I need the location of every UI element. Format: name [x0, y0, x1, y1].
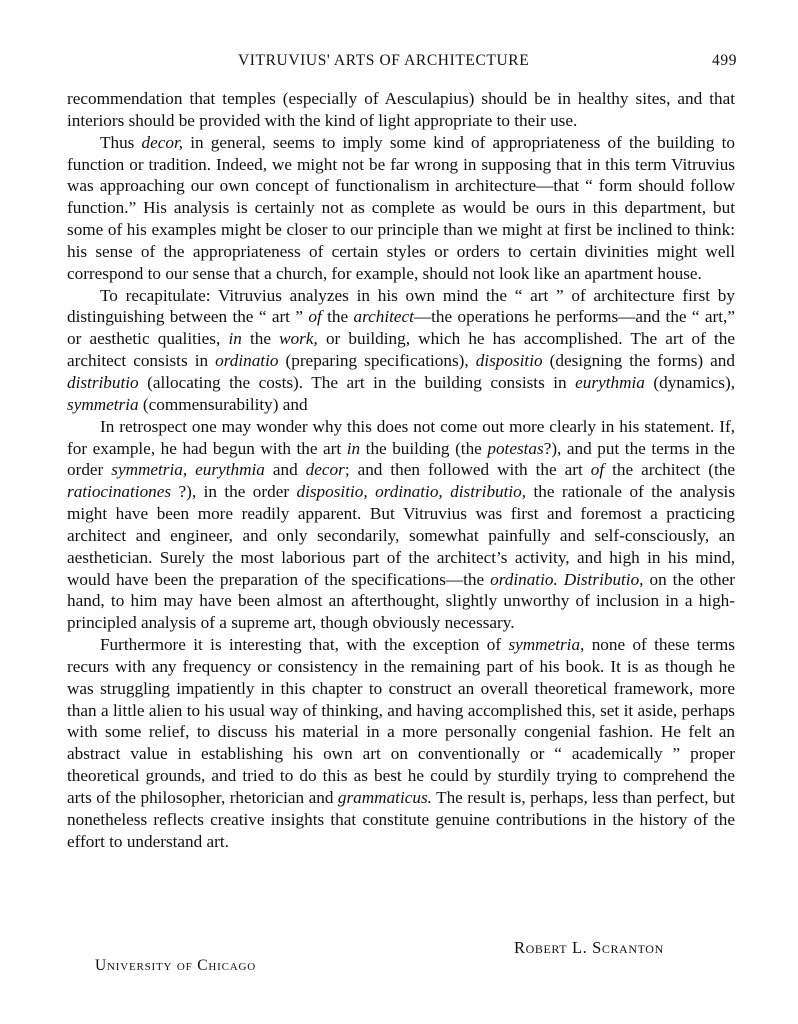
- page-number: 499: [712, 52, 738, 69]
- paragraph-retrospect: In retrospect one may wonder why this does not come out more clearly in his statement. If, for example, he had begun with the art in the building (the potestas?), and put the terms in the order symmetria, eurythmia and decor; and then followed with the art of the architect (the ratiocinationes ?), in the order dispositio, ordinatio, distributio, the rationale of the analysis might have been more readily apparent. But Vitruvius was first and foremost a practicing architect and engineer, and only secondarily, somewhat painfully and self-consciously, an aesthetician. Surely the most laborious part of the architect’s activity, and high in his mind, would have been the preparation of the specifications—the ordinatio. Distributio, on the other hand, to him may have been almost an afterthought, slightly unworthy of inclusion in a high-principled analysis of a supreme art, though obviously necessary.: [67, 416, 736, 633]
- author-affiliation: University of Chicago: [95, 957, 256, 974]
- running-head: [0, 52, 798, 72]
- running-title: VITRUVIUS' ARTS OF ARCHITECTURE: [238, 52, 530, 69]
- paragraph-decor: Thus decor, in general, seems to imply some kind of appropriateness of the building to function or tradition. Indeed, we might not be far wrong in supposing that in this term Vitruvius was approaching our own concept of functionalism in architecture—that “ form should follow function.” His analysis is certainly not as complete as would be ours in this department, but some of his examples might be closer to our principle than we might at first be inclined to think: his sense of the appropriateness of certain styles or orders to certain divinities might well correspond to our sense that a church, for example, should not look like an apartment house.: [67, 132, 735, 283]
- paragraph-furthermore: Furthermore it is interesting that, with the exception of symmetria, none of these terms recurs with any frequency or consistency in the remaining part of his book. It is as though he was struggling impatiently in this chapter to construct an overall theoretical framework, more than a little alien to his usual way of thinking, and having accomplished this, set it aside, perhaps with some relief, to discuss his material in a more personally congenial fashion. He felt an abstract value in establishing his own art on conventionally or “ academically ” proper theoretical grounds, and tried to do this as best he could by sturdily trying to comprehend the arts of the philosopher, rhetorician and grammaticus. The result is, perhaps, less than perfect, but nonetheless reflects creative insights that constitute genuine contributions in the history of the effort to understand art.: [67, 635, 735, 851]
- paragraph-recapitulate: To recapitulate: Vitruvius analyzes in his own mind the “ art ” of architecture first by distinguishing between the “ art ” of the architect—the operations he performs—and the “ art,” or aesthetic qualities, in the work, or building, which he has accomplished. The art of the architect consists in ordinatio (preparing specifications), dispositio (designing the forms) and distributio (allocating the costs). The art in the building consists in eurythmia (dynamics), symmetria (commensurability) and: [67, 285, 736, 414]
- paragraph-continued: recommendation that temples (especially of Aesculapius) should be in healthy sites, and that interiors should be provided with the kind of light appropriate to their use.: [67, 89, 735, 130]
- article-body: [67, 88, 735, 853]
- author-signature: Robert L. Scranton: [514, 938, 664, 957]
